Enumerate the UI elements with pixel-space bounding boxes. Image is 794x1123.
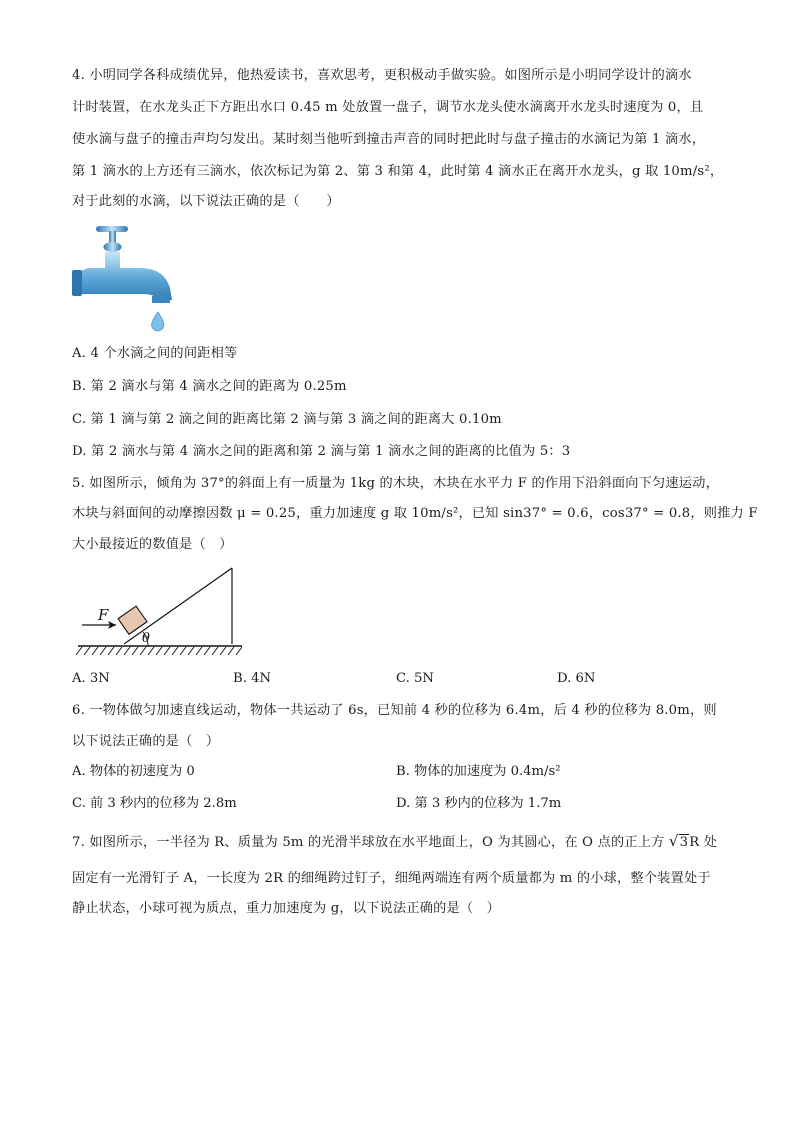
q4-line-5: 对于此刻的水滴，以下说法正确的是（ ） [72,194,340,209]
faucet-figure [70,222,174,334]
incline-figure [72,562,247,660]
force-label: F [98,606,109,624]
q6-option-c: C. 前 3 秒内的位移为 2.8m [72,796,237,811]
q4-option-d: D. 第 2 滴水与第 4 滴水之间的距离和第 2 滴与第 1 滴水之间的距离的比值为 5：3 [72,444,571,459]
q7-line-3: 静止状态，小球可视为质点，重力加速度为 g，以下说法正确的是（ ） [72,901,501,916]
q6-option-d: D. 第 3 秒内的位移为 1.7m [396,796,562,811]
q6-line-2: 以下说法正确的是（ ） [72,734,220,749]
faucet-wall-mount [72,270,82,296]
q4-line-3: 使水滴与盘子的撞击声均匀发出。某时刻当他听到撞击声音的同时把此时与盘子撞击的水滴记为第 1 滴水， [72,132,706,147]
q5-option-c: C. 5N [396,671,434,686]
q4-option-a: A. 4 个水滴之间的间距相等 [72,346,238,361]
q5-option-d: D. 6N [557,671,596,686]
q7-line-1-prefix: 7. 如图所示，一半径为 R、质量为 5m 的光滑半球放在水平地面上，O 为其圆心，在 O 点的正上方 [72,835,669,850]
q6-option-b: B. 物体的加速度为 0.4m/s² [396,764,561,779]
sqrt-radicand: 3 [679,835,689,850]
q7-line-2: 固定有一光滑钉子 A，一长度为 2R 的细绳跨过钉子，细绳两端连有两个质量都为 m 的小球，整个装置处于 [72,871,711,886]
q7-line-1 [72,831,717,853]
q4-option-b: B. 第 2 滴水与第 4 滴水之间的距离为 0.25m [72,379,347,394]
q4-line-4: 第 1 滴水的上方还有三滴水，依次标记为第 2、第 3 和第 4，此时第 4 滴水正在离开水龙头，g 取 10m/s²， [72,164,724,179]
q5-option-a: A. 3N [72,671,110,686]
angle-label: θ [142,631,150,646]
sqrt-sign: √ [668,832,679,850]
q4-line-1: 4. 小明同学各科成绩优异，他热爱读书，喜欢思考，更积极动手做实验。如图所示是小明同学设计的滴水 [72,68,692,83]
water-drop-icon [152,312,164,331]
q5-line-2: 木块与斜面间的动摩擦因数 μ = 0.25，重力加速度 g 取 10m/s²，已知 sin37° = 0.6，cos37° = 0.8，则推力 F [72,506,758,521]
q5-line-3: 大小最接近的数值是（ ） [72,537,233,552]
q5-line-1: 5. 如图所示，倾角为 37°的斜面上有一质量为 1kg 的木块，木块在水平力 F 的作用下沿斜面向下匀速运动， [72,476,719,491]
q6-line-1: 6. 一物体做匀加速直线运动，物体一共运动了 6s，已知前 4 秒的位移为 6.4m，后 4 秒的位移为 8.0m，则 [72,703,717,718]
q6-option-a: A. 物体的初速度为 0 [72,764,195,779]
q5-option-b: B. 4N [233,671,272,686]
q4-option-c: C. 第 1 滴与第 2 滴之间的距离比第 2 滴与第 3 滴之间的距离大 0.10m [72,412,502,427]
incline-surface [124,568,232,644]
q4-line-2: 计时装置，在水龙头正下方距出水口 0.45 m 处放置一盘子，调节水龙头使水滴离开水龙头时速度为 0，且 [72,100,704,115]
q7-line-1-suffix: R 处 [689,835,718,850]
